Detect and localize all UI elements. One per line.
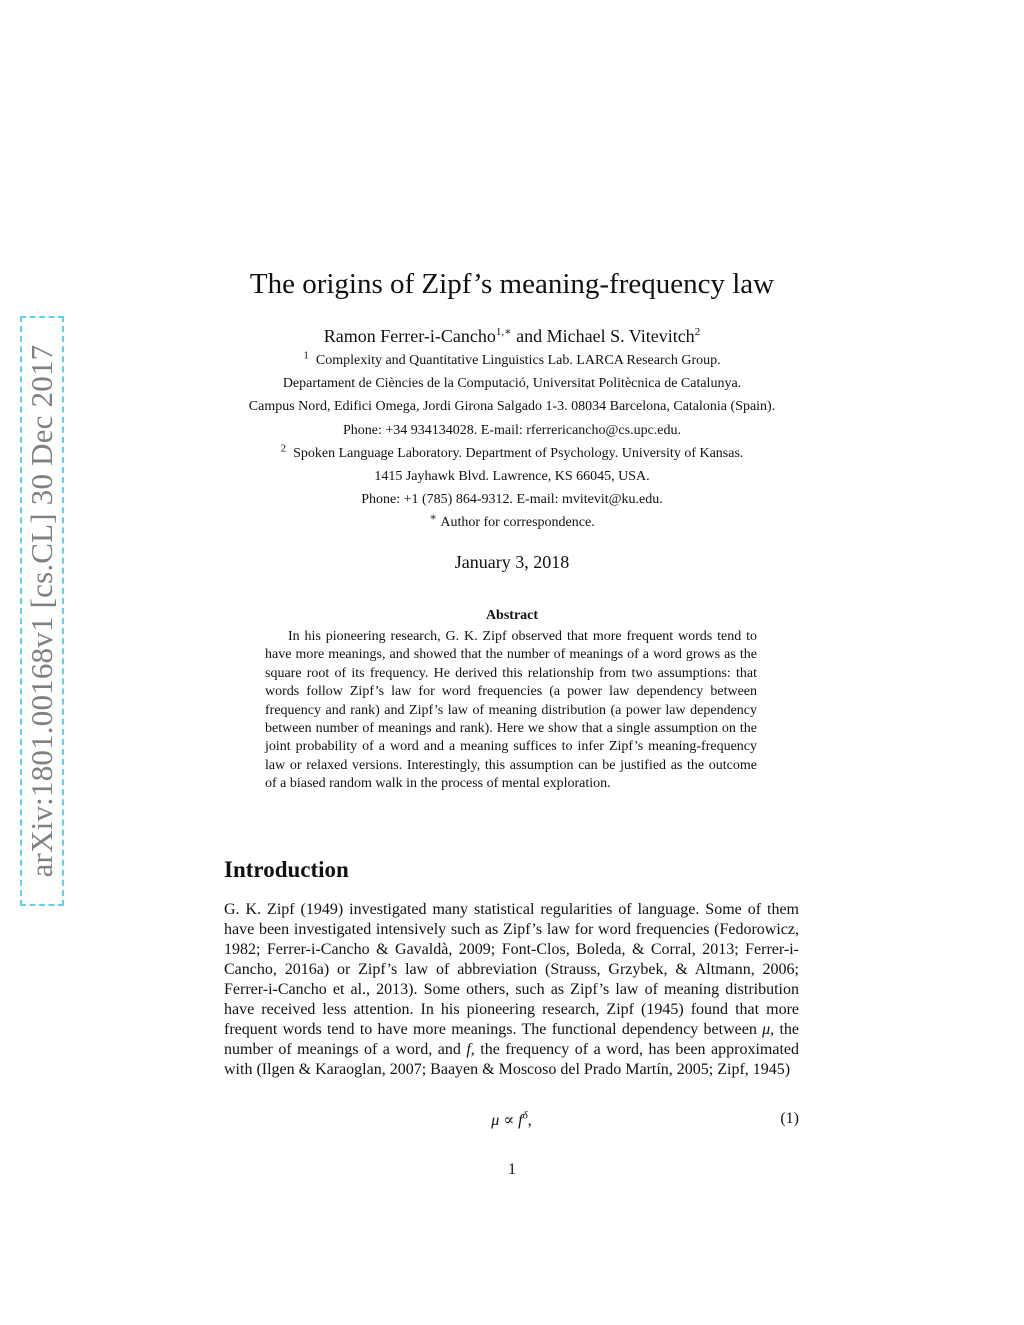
author-name: Michael S. Vitevitch [546,326,695,346]
abstract-text: In his pioneering research, G. K. Zipf observed that more frequent words tend to have more meanings, and showed that the number of meanings of a word grows as the square root of its frequency. He derived this relationship from two assumptions: that words follow Zipf’s law for word frequencies (a power law dependency between frequency and rank) and Zipf’s law of meaning distribution (a power law dependency between number of meanings and rank). Here we show that a single assumption on the joint probability of a word and a meaning suffices to infer Zipf’s meaning-frequency law or relaxed versions. Interestingly, this assumption can be justified as the outcome of a biased random walk in the process of mental exploration. [265,629,757,792]
affiliation-line: Phone: +1 (785) 864-9312. E-mail: mvitevit@ku.edu. [361,492,663,507]
correspondence-mark: ∗ [429,511,437,524]
affiliation-line: $^2$ Spoken Language Laboratory. Department of Psychology. University of Kansas. [280,442,744,461]
paper-date: January 3, 2018 [454,552,570,572]
math-symbol-f: f [466,1041,471,1058]
affiliation-line: 1415 Jayhawk Blvd. Lawrence, KS 66045, USA. [374,469,650,484]
page-number: 1 [508,1161,516,1178]
author-affiliation-mark: 2 [694,326,701,338]
introduction-paragraph: G. K. Zipf (1949) investigated many statistical regularities of language. Some of them have been investigated intensively such as Zipf’s law for word frequencies (Fedorowicz, 1982; Ferrer-i-Cancho & Gavaldà, 2009; Font-Clos, Boleda, & Corral, 2013; Ferrer-i-Cancho, 2016a) or Zipf’s law of abbreviation (Strauss, Grzybek, & Altmann, 2006; Ferrer-i-Cancho et al., 2013). Some others, such as Zipf’s law of meaning distribution have received less attention. In his pioneering research, Zipf (1945) found that more frequent words tend to have more meanings. The functional dependency between μ, the number of meanings of a word, and f, the frequency of a word, has been approximated with (Ilgen & Karaoglan, 2007; Baayen & Moscoso del Prado Martín, 2005; Zipf, 1945) [224,901,800,1078]
equation-1 [224,1110,799,1134]
paper-title: The origins of Zipf’s meaning-frequency law [249,268,775,300]
equation-exponent: δ [522,1109,528,1122]
author-list [0,326,1024,347]
affiliation-line: Departament de Ciències de la Computació, Universitat Politècnica de Catalunya. [282,376,742,391]
equation-expression: $\mu \propto f^\delta$, [491,1109,532,1129]
arxiv-identifier: arXiv:1801.00168v1 [cs.CL] 30 Dec 2017 [24,344,59,878]
author-affiliation-mark: 1,∗ [495,326,512,338]
math-symbol-mu: μ [762,1021,771,1038]
author-connector: and [511,326,547,346]
correspondence-note: ∗ Author for correspondence. [429,511,595,530]
section-heading-introduction: Introduction [224,857,349,882]
affiliation-mark: 2 [280,442,287,455]
affiliation-line: $^1$ Complexity and Quantitative Linguistics Lab. LARCA Research Group. [303,349,721,368]
abstract-heading: Abstract [485,608,539,623]
affiliation-mark: 1 [303,349,309,362]
affiliation-line: Campus Nord, Edifici Omega, Jordi Girona Salgado 1-3. 08034 Barcelona, Catalonia (Spain). [248,399,776,414]
equation-number: (1) [780,1110,799,1127]
author-name: Ramon Ferrer-i-Cancho [323,326,496,346]
affiliation-line: Phone: +34 934134028. E-mail: rferrericancho@cs.upc.edu. [342,423,682,438]
